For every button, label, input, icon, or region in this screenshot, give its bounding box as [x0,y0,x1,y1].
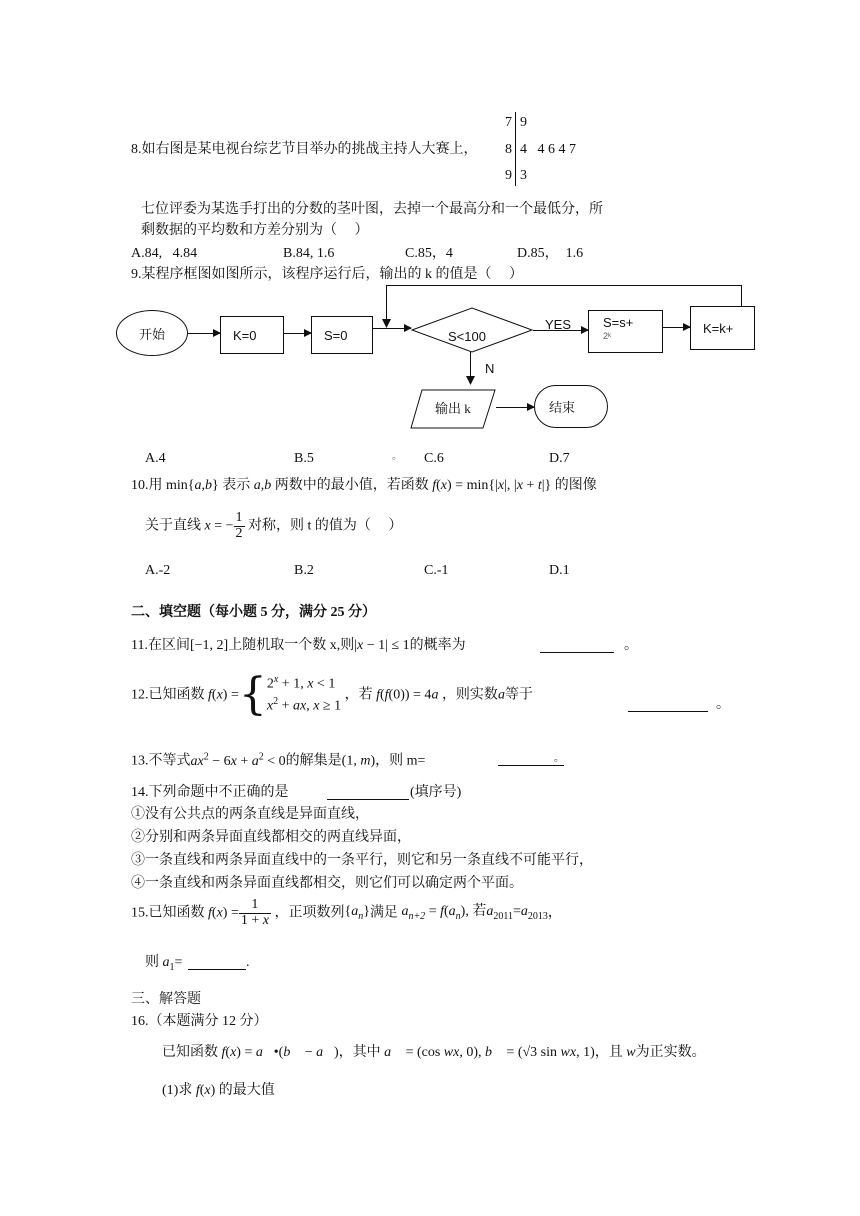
stem-9: 9 [505,168,512,183]
q10-formula-f: f(x) = min{|x|, |x + t|} [432,478,552,493]
q12-text-c: ，则实数 [441,687,498,703]
q10-fraction-half: $\frac{1}{2}$ [235,510,243,541]
q14-item-2: ②分别和两条异面直线都相交的两直线异面， [131,830,411,845]
q11-interval: [−1, 2] [189,638,229,653]
q16-text-c: ，且 [594,1045,623,1060]
q11-text-b: 上随机取一个数 x,则 [228,638,355,653]
section-3-title: 三、解答题 [131,992,201,1007]
q15-line1 [131,898,562,928]
q15-text-d: ， [547,905,562,921]
q11-inequality: |x − 1| ≤ 1 [354,638,410,653]
stem-7: 7 [505,115,512,130]
flow-no-arrowhead [466,376,475,385]
flow-update-s-clipped: 2ᵏ [603,331,612,341]
q9-option-a: A.4 [145,451,166,466]
q8-line1: 8.如右图是某电视台综艺节目举办的挑战主持人大赛上， [131,142,478,157]
q10-text-c: 两数中的最小值，若函数 [274,478,429,493]
flow-s0: S=0 [311,316,373,354]
q16-part1-formula: f(x) [195,1083,216,1098]
q16-part1 [162,1083,275,1098]
flow-arrow-3 [373,328,411,329]
q11-end: 。 [624,638,638,653]
flow-arrow-4 [663,327,690,328]
q12-line [131,669,533,720]
q12-text-a: 12.已知函数 [131,687,205,703]
flow-loop-top [386,285,741,286]
q10-formula-line: x = − [204,518,234,534]
q8-option-b: B.84, 1.6 [283,246,335,261]
flow-start: 开始 [116,310,188,356]
q14-text: 14.下列命题中不正确的是 [131,785,289,800]
q12-text-d: 等于 [504,687,533,703]
stem-leaf-divider [515,112,516,186]
q10-text-line2-a: 关于直线 [145,518,201,534]
q12-text-b: ，若 [344,687,373,703]
q10-text-a: 10.用 [131,478,163,493]
flow-loop-arrowhead [382,319,391,328]
flow-condition-label: S<100 [448,330,486,342]
q16-part1-end: 的最大值 [218,1083,275,1098]
q11-text-a: 11.在区间 [131,638,190,653]
q13-end: 。 [554,753,564,764]
q15-a1: $a_1=$ [162,955,183,973]
q16-line [162,1045,706,1060]
q10-formula-b: b [264,478,272,493]
q8-line3: 剩数据的平均数和方差分别为（ ） [141,223,369,238]
q13-text-a: 13.不等式 [131,753,191,769]
flow-update-s-label: S=s+ [603,315,634,330]
flow-loop-down [386,285,387,321]
q16-text-b: ，其中 [338,1045,381,1060]
q9-option-d: D.7 [549,451,570,466]
q12-piecewise: $2^x + 1$, x < 1 $x^2$ + ax, x ≥ 1 [266,674,342,714]
q15-fraction: $\frac{1}{1 + x}$ [240,897,269,928]
q10-text-d: 的图像 [554,478,597,493]
q15-text-line2: 则 [145,955,159,970]
q15-line2 [145,955,182,973]
q15-answer-blank[interactable] [188,955,246,970]
q9-option-b: B.5 [294,451,314,466]
flow-arrow-end [496,407,534,408]
q8-option-d: D.85， 1.6 [517,246,584,261]
section-2-title: 二、填空题（每小题 5 分，满分 25 分） [131,605,376,620]
q16-text-d: 为正实数。 [635,1045,706,1060]
q14-item-3: ③一条直线和两条异面直线中的一条平行，则它和另一条直线不可能平行， [131,853,593,868]
flow-update-k: K=k+ [690,306,755,350]
q9-text: 9.某程序框图如图所示，该程序运行后，输出的 k 的值是（ ） [131,267,523,282]
q12-var-a: a [497,687,505,703]
q10-line1: 10.用 min{a,b} 表示 a,b 两数中的最小值，若函数 f(x) = min{|x|, |x + t|} 的图像 [131,478,597,493]
q15-text-c: 满足 [369,905,398,921]
leaf-7: 9 [520,115,527,130]
q15-end: . [246,955,250,970]
q13-line [131,751,425,769]
q16-var-w: w [626,1045,636,1060]
q15-text-a: 15.已知函数 [131,905,205,921]
q8-option-a: A.84, 4.84 [131,246,198,261]
flow-loop-up [741,285,742,306]
q10-option-d: D.1 [549,563,570,578]
q10-formula-ab: a [253,478,261,493]
q12-formula-f: f(x) = [208,687,239,703]
q13-inequality: $ax^2 - 6x + a^2 < 0$ [190,751,286,769]
q14-answer-blank[interactable] [327,785,409,800]
q16-text-a: 已知函数 [162,1045,218,1060]
flow-yes-label: YES [545,317,572,332]
flow-arrow-1 [188,333,220,334]
q8-line2: 七位评委为某选手打出的分数的茎叶图，去掉一个最高分和一个最低分，所 [141,202,603,217]
q14-item-4: ④一条直线和两条异面直线都相交，则它们可以确定两个平面。 [131,876,523,891]
flow-update-s [588,310,663,353]
flow-no-label: N [485,361,495,376]
flow-output-label: 输出 k [435,401,471,416]
q16-header: 16.（本题满分 12 分） [131,1014,268,1029]
q11-text-c: 的概率为 [409,638,466,653]
flow-no-line [470,351,471,379]
q8-option-c: C.85，4 [405,246,453,261]
q14-item-1: ①没有公共点的两条直线是异面直线， [131,807,369,822]
q13-text-c: ，则 m= [375,753,426,769]
q12-brace: { [238,669,267,720]
q12-end: 。 [716,697,730,712]
q16-part1-text: (1)求 [162,1083,193,1098]
q13-interval: (1, m) [341,753,376,769]
flow-k0: K=0 [220,316,284,354]
q15-seq: $\{a_n\}$ [344,904,370,923]
q10-line2 [145,511,402,541]
q14-fill-hint: (填序号) [410,785,462,800]
leaf-9: 3 [520,168,527,183]
stem-8: 8 [505,142,512,157]
q12-formula-cond: f(f(0)) = 4a [376,687,439,703]
q10-text-b: 表示 [222,478,251,493]
flow-arrow-2 [284,333,311,334]
q15-text-b: ，正项数列 [274,905,345,921]
q9-stray-mark: 。 [392,451,402,462]
q15-formula-f: f(x) = [208,905,239,921]
q16-formula-f: f(x) = a⃗•(b⃗ − a⃗) [221,1045,339,1060]
q10-option-b: B.2 [294,563,314,578]
q13-text-b: 的解集是 [285,753,342,769]
q11-answer-blank[interactable] [540,638,614,653]
q10-option-a: A.-2 [145,563,171,578]
q9-option-c: C.6 [424,451,444,466]
q16-formula-vectors: a⃗ = (cos wx, 0), b⃗ = (√3 sin wx, 1) [384,1045,595,1060]
q15-recurrence: $a_{n+2} = f(a_n)$, 若$a_{2011}=a_{2013}$ [401,904,548,923]
q10-text-line2-b: 对称，则 t 的值为（ ） [248,518,403,534]
leaf-8: 4 4 6 4 7 [520,142,576,157]
flow-end: 结束 [534,385,608,428]
q12-answer-blank[interactable] [628,697,708,712]
q10-option-c: C.-1 [424,563,449,578]
q11-line [131,638,466,653]
q10-formula-min: min{a,b} [166,478,219,493]
